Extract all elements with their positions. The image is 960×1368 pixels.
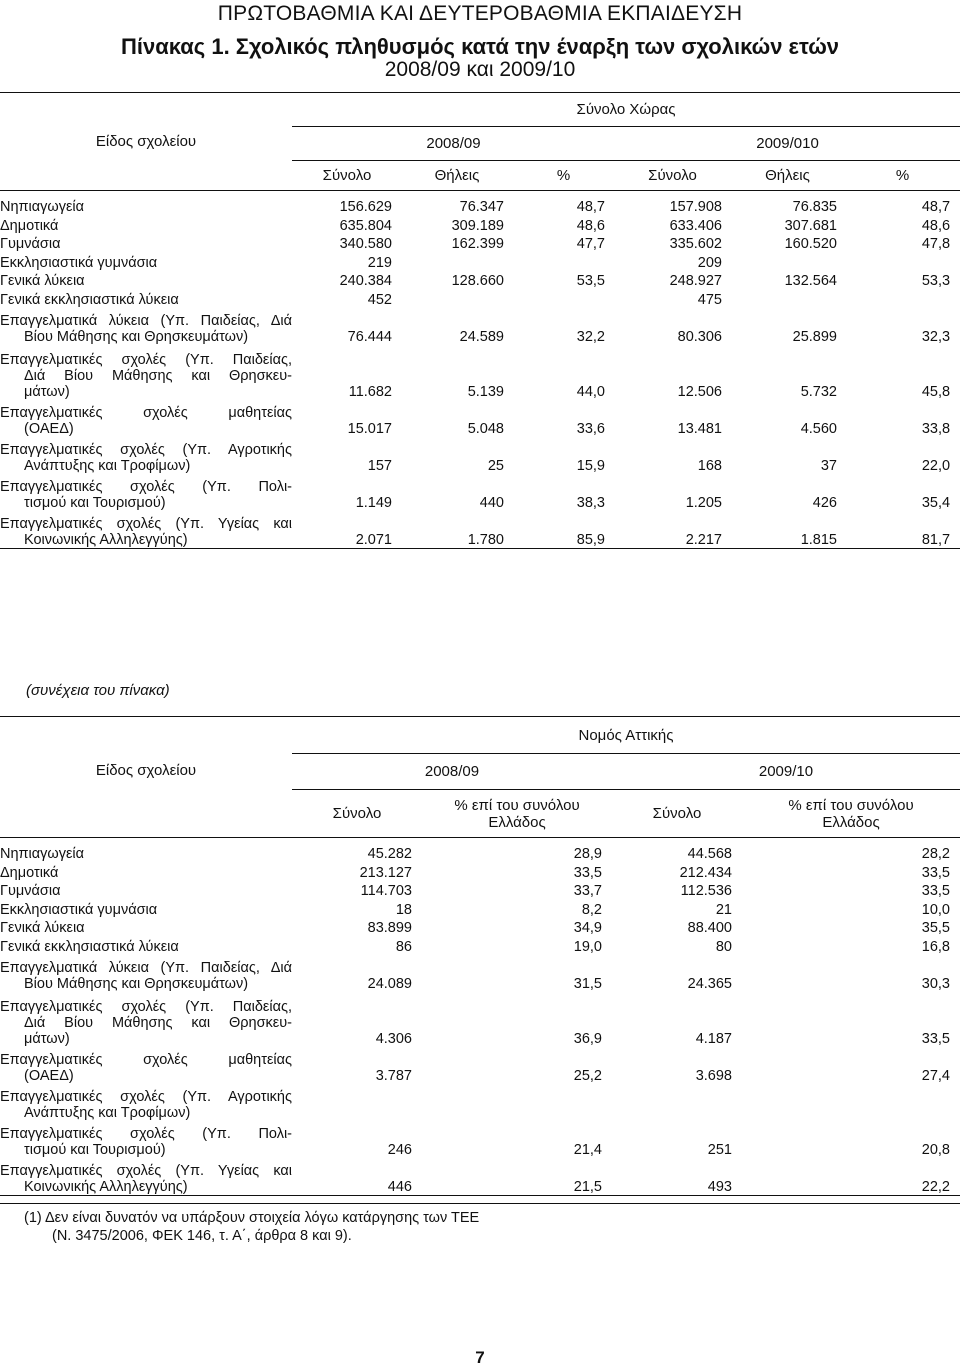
row-label-line: Επαγγελματικές σχολές (Υπ. Παιδείας,: [0, 352, 292, 368]
row-label: [0, 252, 292, 271]
year-header-1: 2008/09: [426, 135, 481, 152]
table-row: [0, 899, 960, 918]
table-cell: 8,2: [581, 901, 602, 918]
sub-header-line: Ελλάδος: [822, 813, 880, 831]
table-cell: 114.703: [360, 883, 412, 899]
table-cell: 76.444: [347, 328, 392, 345]
table-cell: [402, 289, 512, 308]
table-row: [0, 511, 960, 548]
group-header: Σύνολο Χώρας: [292, 93, 960, 127]
table-cell: 440: [479, 495, 504, 511]
table-cell: 156.629: [339, 199, 392, 215]
row-label-line: (ΟΑΕΔ): [24, 421, 74, 437]
table-cell: 45.282: [367, 846, 412, 862]
sub-header: Σύνολο: [615, 161, 730, 191]
row-label-line: Γενικά λύκεια: [0, 920, 85, 936]
row-label: [0, 899, 292, 918]
table-row: [0, 474, 960, 511]
row-label: [0, 308, 292, 345]
row-label: [0, 437, 292, 474]
table-cell: 81,7: [921, 531, 951, 548]
row-label: [0, 838, 292, 863]
table-cell: 13.481: [677, 421, 722, 437]
row-label-line: Γενικά εκκλησιαστικά λύκεια: [0, 938, 179, 955]
table-cell: 53,3: [921, 273, 951, 289]
table-cell: 27,4: [921, 1068, 950, 1084]
table-cell: 88.400: [687, 920, 732, 936]
row-label: [0, 234, 292, 253]
table-cell: 157.908: [669, 199, 722, 215]
continuation-note: (συνέχεια του πίνακα): [26, 682, 170, 699]
table-cell: [512, 252, 615, 271]
table-cell: 18: [395, 901, 412, 918]
table-cell: 21,4: [573, 1142, 602, 1158]
table-cell: 251: [707, 1142, 732, 1158]
table-row: [0, 881, 960, 900]
row-label-line: (ΟΑΕΔ): [24, 1068, 74, 1084]
table-cell: 446: [387, 1178, 412, 1195]
row-label-line: Εκκλησιαστικά γυμνάσια: [0, 254, 158, 271]
table-cell: [845, 289, 960, 308]
table-cell: 20,8: [921, 1142, 950, 1158]
table-cell: 33,5: [573, 864, 602, 881]
sub-header: Θήλεις: [730, 161, 845, 191]
table-cell: 248.927: [669, 273, 722, 289]
row-label: [0, 511, 292, 548]
table-title: Πίνακας 1. Σχολικός πληθυσμός κατά την έναρξη των σχολικών ετών: [120, 34, 840, 59]
row-label: [0, 992, 292, 1048]
sub-header: Σύνολο: [612, 790, 742, 838]
table-cell: 76.347: [459, 199, 504, 215]
sub-header: %: [845, 161, 960, 191]
table-row: [0, 862, 960, 881]
footnote: [24, 1209, 479, 1245]
table-cell: [512, 289, 615, 308]
year-header-2: 2009/10: [758, 763, 814, 780]
table-cell: [402, 252, 512, 271]
row-label-line: Επαγγελματικά λύκεια (Υπ. Παιδείας, Διά: [0, 959, 292, 976]
table-row: [0, 271, 960, 290]
row-label-line: Βίου Μάθησης και Θρησκευμάτων): [24, 328, 249, 345]
table-cell: 4.187: [695, 1031, 732, 1047]
table-cell: 24.089: [367, 975, 412, 992]
table-cell: 33,6: [576, 421, 605, 437]
table-cell: 25: [487, 458, 504, 474]
page-number: 7: [475, 1348, 485, 1367]
table-cell: 128.660: [451, 273, 504, 289]
table-cell: 28,9: [573, 846, 602, 862]
table-cell: 44,0: [576, 384, 605, 400]
table-cell: 33,7: [573, 883, 602, 899]
row-label: [0, 474, 292, 511]
row-label: [0, 191, 292, 216]
table-cell: 35,5: [921, 920, 950, 936]
table-cell: 24.365: [687, 975, 732, 992]
row-label-line: μάτων): [24, 1031, 70, 1047]
table-cell: 212.434: [679, 864, 732, 881]
table-cell: 22,2: [921, 1178, 950, 1195]
table-cell: 11.682: [348, 384, 392, 400]
table-cell: 33,8: [921, 421, 951, 437]
table-cell: 32,3: [921, 328, 951, 345]
row-label-line: Επαγγελματικά λύκεια (Υπ. Παιδείας, Διά: [0, 312, 292, 329]
table-cell: 452: [367, 291, 392, 308]
table-cell: 132.564: [784, 273, 837, 289]
row-label-line: Επαγγελματικές σχολές (Υπ. Παιδείας,: [0, 999, 292, 1015]
sub-header-line: % επί του συνόλου: [788, 796, 914, 814]
table-cell: 246: [387, 1142, 412, 1158]
table-cell: 24.589: [459, 328, 504, 345]
table-cell: 475: [697, 291, 722, 308]
table-cell: 3.787: [375, 1068, 412, 1084]
table-cell: [730, 289, 845, 308]
row-label-line: Επαγγελματικές σχολές (Υπ. Υγείας και: [0, 515, 292, 532]
table-cell: 32,2: [576, 328, 605, 345]
table-cell: 38,3: [576, 495, 605, 511]
table-cell: 219: [367, 254, 392, 271]
table-cell: 112.536: [680, 883, 732, 899]
table-cell: 83.899: [367, 920, 412, 936]
sub-header: Θήλεις: [402, 161, 512, 191]
row-label-line: Γυμνάσια: [0, 883, 61, 899]
section-heading: ΠΡΩΤΟΒΑΘΜΙΑ ΚΑΙ ΔΕΥΤΕΡΟΒΑΘΜΙΑ ΕΚΠΑΙΔΕΥΣΗ: [217, 2, 743, 25]
table-cell: 12.506: [677, 384, 722, 400]
row-label: [0, 345, 292, 401]
table-cell: 80: [715, 938, 732, 955]
sub-header: [742, 790, 960, 838]
table-cell: 45,8: [921, 384, 951, 400]
table-cell: 4.306: [375, 1031, 412, 1047]
row-label-line: Εκκλησιαστικά γυμνάσια: [0, 901, 158, 918]
row-label: [0, 215, 292, 234]
row-label-line: Επαγγελματικές σχολές (Υπ. Αγροτικής: [0, 442, 292, 458]
table-row: [0, 308, 960, 345]
sub-header: Σύνολο: [292, 161, 402, 191]
table-cell: 22,0: [921, 458, 951, 474]
row-label-line: Επαγγελματικές σχολές (Υπ. Υγείας και: [0, 1162, 292, 1179]
table-cell: 493: [707, 1178, 732, 1195]
table-cell: 309.189: [451, 217, 504, 234]
row-label-line: Κοινωνικής Αλληλεγγύης): [24, 531, 188, 548]
row-label: [0, 955, 292, 992]
attica-table: [0, 716, 960, 1196]
table-cell: 5.732: [800, 384, 837, 400]
row-label-line: τισμού και Τουρισμού): [24, 1142, 166, 1158]
row-label-line: Βίου Μάθησης και Θρησκευμάτων): [24, 975, 249, 992]
table-row: [0, 437, 960, 474]
row-label-line: Νηπιαγωγεία: [0, 199, 85, 215]
table-row: [0, 345, 960, 401]
table-subtitle: 2008/09 και 2009/10: [384, 58, 576, 81]
table-cell: 162.399: [451, 236, 504, 252]
table-cell: 157: [367, 458, 392, 474]
row-label: [0, 1084, 292, 1121]
row-label-line: Νηπιαγωγεία: [0, 846, 85, 862]
table-cell: 48,6: [576, 217, 605, 234]
table-cell: 28,2: [921, 846, 950, 862]
table-cell: 10,0: [921, 901, 950, 918]
footnote-divider: [0, 1203, 960, 1204]
table-cell: 5.139: [467, 384, 504, 400]
table-cell: 35,4: [921, 495, 951, 511]
table-cell: [612, 1084, 742, 1121]
table-cell: 30,3: [921, 975, 950, 992]
table-cell: 307.681: [784, 217, 837, 234]
row-label-line: Ανάπτυξης και Τροφίμων): [24, 1105, 191, 1121]
table-row: [0, 955, 960, 992]
table-row: [0, 838, 960, 863]
table-cell: 2.217: [685, 531, 722, 548]
school-type-header: Είδος σχολείου: [95, 761, 197, 779]
table-row: [0, 1121, 960, 1158]
row-label: [0, 400, 292, 437]
row-label-line: Γενικά λύκεια: [0, 273, 85, 289]
table-cell: 240.384: [339, 273, 392, 289]
table-cell: 168: [697, 458, 722, 474]
table-cell: 36,9: [573, 1031, 602, 1047]
table-cell: 86: [395, 938, 412, 955]
table-row: [0, 400, 960, 437]
table-cell: 213.127: [359, 864, 412, 881]
country-total-table: [0, 92, 960, 549]
table-cell: 1.149: [355, 495, 392, 511]
table-row: [0, 936, 960, 955]
row-label-line: Διά Βίου Μάθησης και Θρησκευ-: [24, 1015, 292, 1031]
row-label-line: Επαγγελματικές σχολές μαθητείας: [0, 405, 292, 421]
row-label-line: Κοινωνικής Αλληλεγγύης): [24, 1178, 188, 1195]
row-label: [0, 918, 292, 937]
row-label-line: μάτων): [24, 384, 70, 400]
sub-header: %: [512, 161, 615, 191]
table-cell: 16,8: [921, 938, 950, 955]
table-row: [0, 234, 960, 253]
table-cell: 47,8: [921, 236, 951, 252]
table-cell: 19,0: [573, 938, 602, 955]
table-cell: [730, 252, 845, 271]
row-label-line: Επαγγελματικές σχολές (Υπ. Πολι-: [0, 479, 292, 495]
row-label: [0, 289, 292, 308]
sub-header-line: % επί του συνόλου: [454, 796, 580, 814]
row-label-line: τισμού και Τουρισμού): [24, 495, 166, 511]
table-cell: [742, 1084, 960, 1121]
table-cell: 25,2: [573, 1068, 602, 1084]
row-label-line: Διά Βίου Μάθησης και Θρησκευ-: [24, 368, 292, 384]
table-row: [0, 992, 960, 1048]
table-cell: 80.306: [677, 328, 722, 345]
row-label-line: Επαγγελματικές σχολές (Υπ. Αγροτικής: [0, 1089, 292, 1105]
table-cell: 3.698: [695, 1068, 732, 1084]
table-cell: 25.899: [792, 328, 837, 345]
table-cell: 31,5: [573, 975, 602, 992]
table-row: [0, 1158, 960, 1195]
table-row: [0, 215, 960, 234]
row-label: [0, 271, 292, 290]
row-label: [0, 936, 292, 955]
table-cell: 33,5: [921, 864, 950, 881]
table-cell: 209: [697, 254, 722, 271]
row-label: [0, 862, 292, 881]
table-cell: 21,5: [573, 1178, 602, 1195]
row-label-line: Δημοτικά: [0, 864, 59, 881]
table-cell: 1.205: [685, 495, 722, 511]
row-label-line: Επαγγελματικές σχολές μαθητείας: [0, 1052, 292, 1068]
table-cell: 33,5: [921, 883, 950, 899]
table-cell: 1.780: [467, 531, 504, 548]
row-label: [0, 1158, 292, 1195]
table-row: [0, 1047, 960, 1084]
row-label-line: Γυμνάσια: [0, 236, 61, 252]
table-cell: [845, 252, 960, 271]
footnote-line: (Ν. 3475/2006, ΦΕΚ 146, τ. Α΄, άρθρα 8 και 9).: [52, 1228, 352, 1244]
year-header-2: 2009/010: [756, 135, 819, 152]
school-type-header: Είδος σχολείου: [95, 132, 197, 150]
table-row: [0, 918, 960, 937]
table-cell: 48,6: [921, 217, 951, 234]
table-cell: [292, 1084, 422, 1121]
table-cell: 5.048: [467, 421, 504, 437]
table-row: [0, 289, 960, 308]
table-cell: 15.017: [347, 421, 392, 437]
row-label: [0, 881, 292, 900]
table-cell: [422, 1084, 612, 1121]
table-cell: 34,9: [573, 920, 602, 936]
table-cell: 21: [715, 901, 732, 918]
table-row: [0, 252, 960, 271]
table-cell: 1.815: [800, 531, 837, 548]
table-cell: 15,9: [576, 458, 605, 474]
row-label: [0, 1121, 292, 1158]
table-row: [0, 191, 960, 216]
table-cell: 85,9: [576, 531, 605, 548]
table-cell: 37: [820, 458, 837, 474]
table-cell: 340.580: [339, 236, 392, 252]
table-cell: 76.835: [792, 199, 837, 215]
table-cell: 33,5: [921, 1031, 950, 1047]
footnote-line: (1) Δεν είναι δυνατόν να υπάρξουν στοιχεία λόγω κατάργησης των ΤΕΕ: [24, 1210, 480, 1226]
table-cell: 635.804: [339, 217, 392, 234]
row-label-line: Επαγγελματικές σχολές (Υπ. Πολι-: [0, 1126, 292, 1142]
table-cell: 47,7: [576, 236, 605, 252]
table-row: [0, 1084, 960, 1121]
table-cell: 53,5: [576, 273, 605, 289]
row-label-line: Δημοτικά: [0, 217, 59, 234]
row-label: [0, 1047, 292, 1084]
table-cell: 44.568: [687, 846, 732, 862]
table-cell: 335.602: [669, 236, 722, 252]
table-cell: 4.560: [800, 421, 837, 437]
row-label-line: Ανάπτυξης και Τροφίμων): [24, 458, 191, 474]
year-header-1: 2008/09: [424, 763, 480, 780]
group-header: Νομός Αττικής: [292, 717, 960, 754]
table-cell: 48,7: [921, 199, 951, 215]
table-cell: 426: [812, 495, 837, 511]
sub-header: Σύνολο: [292, 790, 422, 838]
row-label-line: Γενικά εκκλησιαστικά λύκεια: [0, 291, 179, 308]
table-cell: 633.406: [669, 217, 722, 234]
table-cell: 48,7: [576, 199, 605, 215]
sub-header-line: Ελλάδος: [488, 813, 546, 831]
table-cell: 2.071: [355, 531, 392, 548]
table-cell: 160.520: [784, 236, 837, 252]
sub-header: [422, 790, 612, 838]
